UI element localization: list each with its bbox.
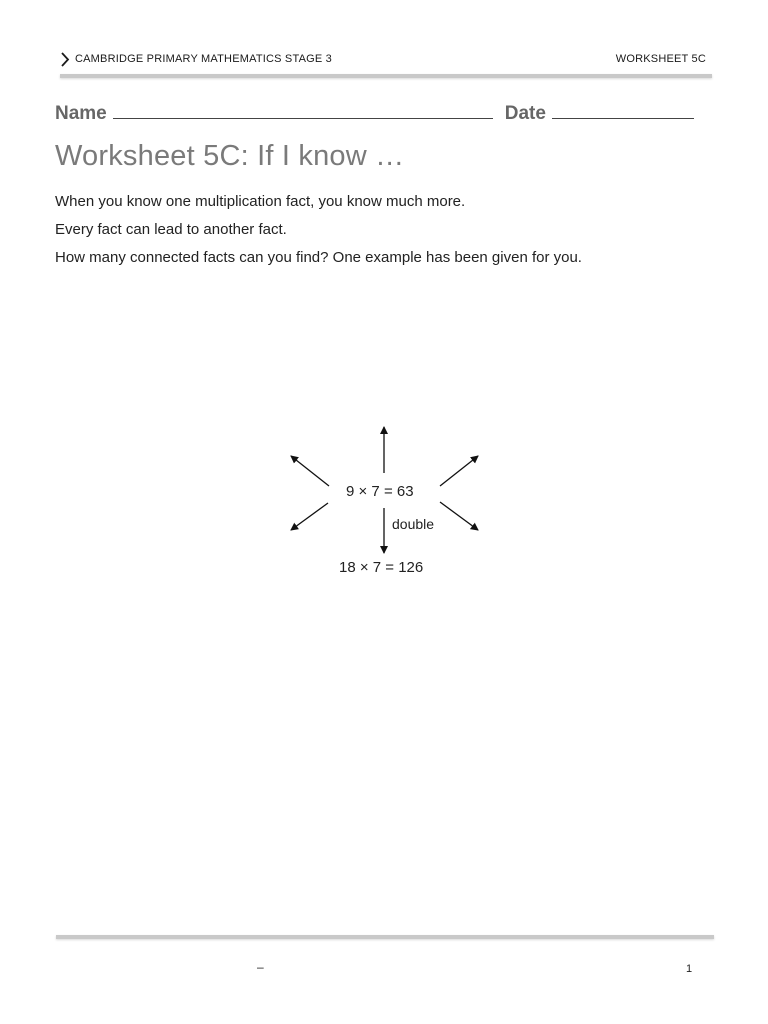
page-header <box>58 50 708 70</box>
fact-diagram <box>280 418 490 588</box>
footer-dash: – <box>257 960 264 974</box>
header-worksheet-label: WORKSHEET 5C <box>615 53 706 65</box>
chevron-right-icon <box>58 50 72 70</box>
arrow-up-left-icon <box>291 456 329 486</box>
result-fact: 18 × 7 = 126 <box>339 559 424 576</box>
date-field[interactable] <box>552 102 694 119</box>
instruction-line-1: When you know one multiplication fact, you know much more. <box>55 193 466 210</box>
instruction-line-3: How many connected facts can you find? One example has been given for you. <box>55 249 582 266</box>
instruction-line-2: Every fact can lead to another fact. <box>55 221 287 238</box>
header-divider <box>60 74 712 78</box>
main-fact: 9 × 7 = 63 <box>346 483 414 500</box>
page-number: 1 <box>686 963 693 975</box>
worksheet-title: Worksheet 5C: If I know … <box>55 140 405 172</box>
header-course-title: CAMBRIDGE PRIMARY MATHEMATICS STAGE 3 <box>75 53 332 65</box>
arrow-down-left-icon <box>291 503 328 530</box>
operation-label: double <box>392 516 435 532</box>
arrow-down-right-icon <box>440 502 478 530</box>
name-label: Name <box>55 103 107 124</box>
footer-divider <box>56 935 714 939</box>
name-date-row <box>55 102 694 125</box>
name-field[interactable] <box>113 102 493 119</box>
date-label: Date <box>504 103 546 124</box>
arrow-up-right-icon <box>440 456 478 486</box>
